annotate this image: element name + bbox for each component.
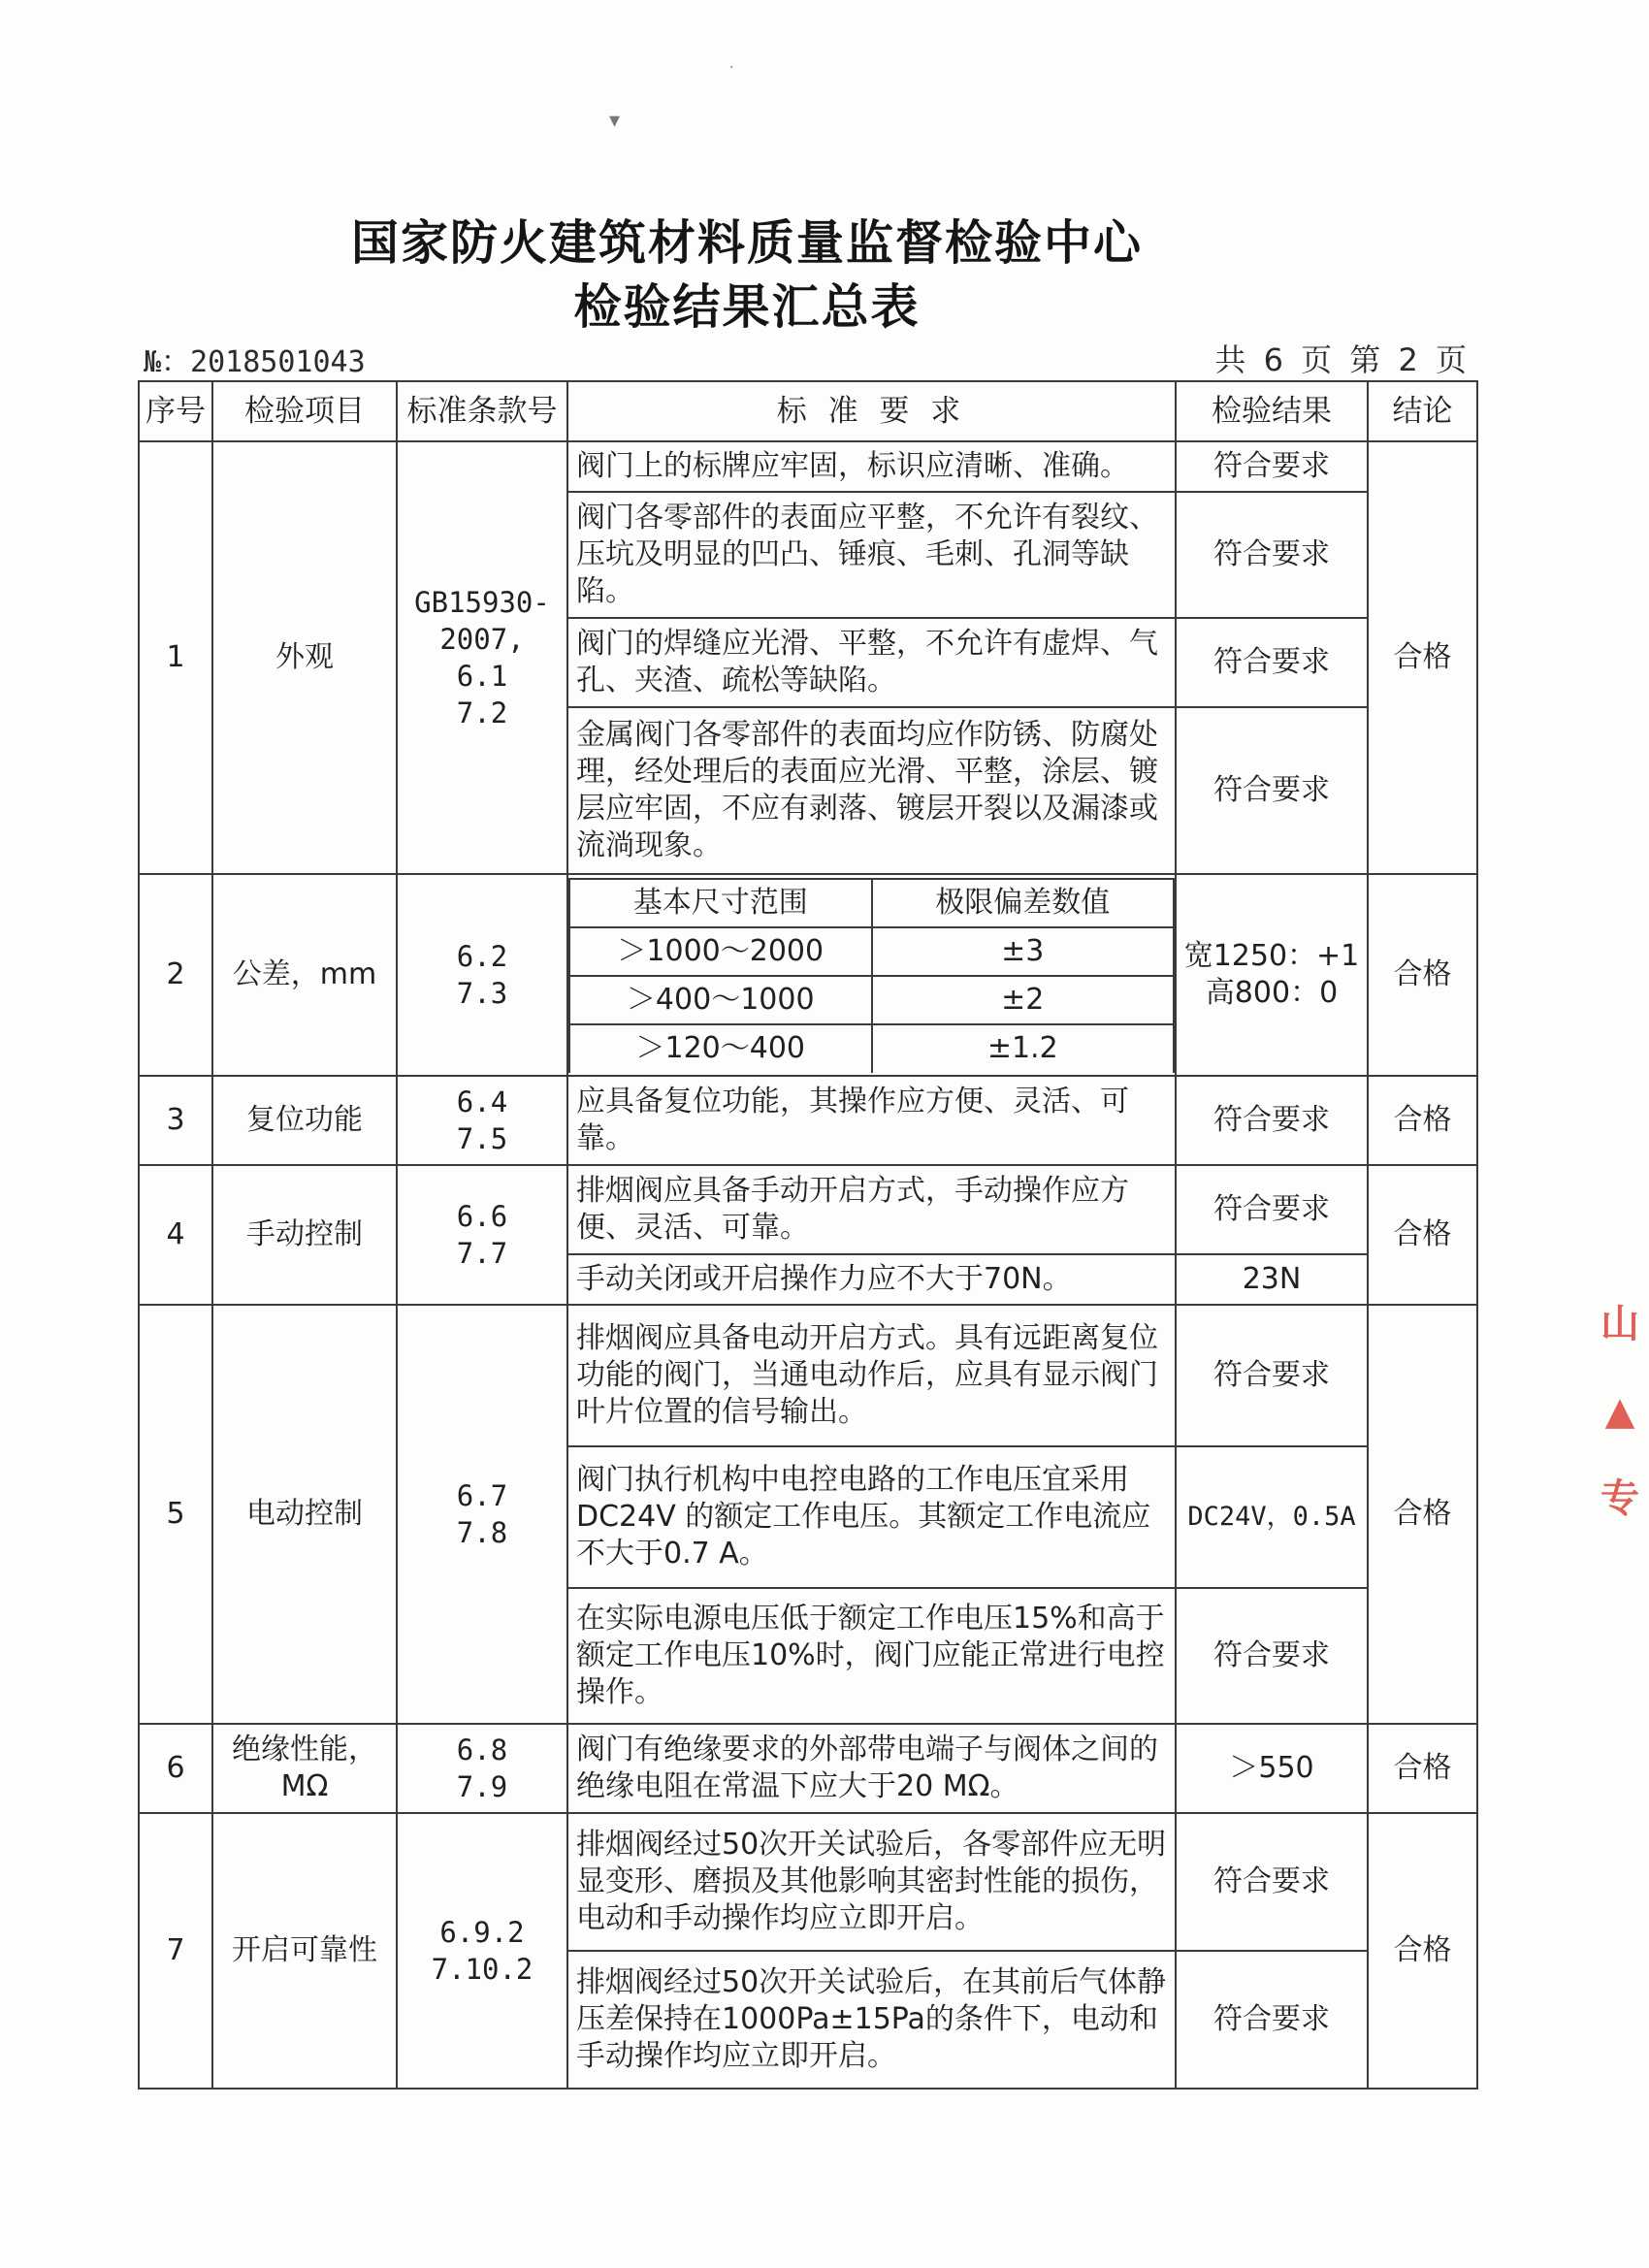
requirement-cell: 在实际电源电压低于额定工作电压15%和高于额定工作电压10%时，阀门应能正常进行电控操作。 (567, 1588, 1176, 1724)
conclusion-cell: 合格 (1368, 1076, 1477, 1165)
result-cell: 符合要求 (1176, 707, 1368, 874)
result-cell: 符合要求 (1176, 1076, 1368, 1165)
item-line: MΩ (280, 1769, 329, 1803)
col-clause: 标准条款号 (397, 381, 567, 441)
table-row (139, 1724, 1477, 1813)
clause-line: 6.7 (456, 1479, 508, 1512)
table-row (139, 1305, 1477, 1446)
sub-head-range: 基本尺寸范围 (569, 879, 872, 927)
tolerance-subtable (568, 878, 1175, 1073)
clause-line: 7.10.2 (431, 1953, 534, 1986)
seal-char: 山 (1600, 1302, 1639, 1346)
item-cell: 手动控制 (212, 1165, 397, 1305)
scan-speck-2: · (729, 60, 734, 76)
item-line: 绝缘性能， (232, 1733, 377, 1766)
requirement-cell: 阀门的焊缝应光滑、平整，不允许有虚焊、气孔、夹渣、疏松等缺陷。 (567, 618, 1176, 707)
sub-header-row (569, 879, 1174, 927)
requirement-cell: 应具备复位功能，其操作应方便、灵活、可靠。 (567, 1076, 1176, 1165)
conclusion-cell: 合格 (1368, 1724, 1477, 1813)
range-value: ＞1000～2000 (569, 927, 872, 976)
seq-cell: 5 (139, 1305, 212, 1724)
table-row (139, 874, 1477, 1076)
conclusion-cell: 合格 (1368, 441, 1477, 874)
seq-cell: 1 (139, 441, 212, 874)
result-cell: 符合要求 (1176, 618, 1368, 707)
requirement-cell: 金属阀门各零部件的表面均应作防锈、防腐处理，经处理后的表面应光滑、平整，涂层、镀层应牢固，不应有剥落、镀层开裂以及漏漆或流淌现象。 (567, 707, 1176, 874)
tolerance-subtable-cell (567, 874, 1176, 1076)
requirement-cell: 排烟阀经过50次开关试验后，各零部件应无明显变形、磨损及其他影响其密封性能的损伤，电动和手动操作均应立即开启。 (567, 1813, 1176, 1951)
clause-line: 6.8 (456, 1733, 508, 1766)
requirement-cell: 阀门有绝缘要求的外部带电端子与阀体之间的绝缘电阻在常温下应大于20 MΩ。 (567, 1724, 1176, 1813)
page-info: 共 6 页 第 2 页 (1214, 341, 1471, 378)
result-cell: 符合要求 (1176, 1588, 1368, 1724)
item-cell: 开启可靠性 (212, 1813, 397, 2089)
result-cell: 符合要求 (1176, 1165, 1368, 1254)
table-row (139, 1076, 1477, 1165)
conclusion-cell: 合格 (1368, 1165, 1477, 1305)
header-row (139, 381, 1477, 441)
col-requirement: 标 准 要 求 (567, 381, 1176, 441)
item-cell: 复位功能 (212, 1076, 397, 1165)
deviation-value: ±3 (872, 927, 1175, 976)
clause-cell (397, 1165, 567, 1305)
item-cell: 外观 (212, 441, 397, 874)
clause-line: 2007, (439, 623, 525, 656)
scan-speck: ▾ (609, 109, 621, 133)
table-row (139, 441, 1477, 492)
conclusion-cell: 合格 (1368, 1813, 1477, 2089)
sub-row (569, 1024, 1174, 1073)
result-cell (1176, 874, 1368, 1076)
result-line: 宽1250：+1 (1183, 939, 1360, 973)
clause-line: 7.7 (456, 1237, 508, 1270)
seal-mark: ▲ (1604, 1389, 1635, 1434)
table-row (139, 1813, 1477, 1951)
clause-cell (397, 874, 567, 1076)
requirement-cell: 排烟阀经过50次开关试验后，在其前后气体静压差保持在1000Pa±15Pa的条件下，电动和手动操作均应立即开启。 (567, 1951, 1176, 2089)
clause-line: GB15930- (414, 586, 550, 619)
seq-cell: 3 (139, 1076, 212, 1165)
item-cell: 公差，mm (212, 874, 397, 1076)
table-row (139, 1165, 1477, 1254)
requirement-cell: 阀门执行机构中电控电路的工作电压宜采用 DC24V 的额定工作电压。其额定工作电流应不大于0.7 A。 (567, 1446, 1176, 1588)
clause-cell (397, 441, 567, 874)
range-value: ＞120～400 (569, 1024, 872, 1073)
seq-cell: 2 (139, 874, 212, 1076)
col-result: 检验结果 (1176, 381, 1368, 441)
document-number: №：2018501043 (144, 345, 366, 379)
clause-cell (397, 1305, 567, 1724)
result-cell: 符合要求 (1176, 1305, 1368, 1446)
clause-cell (397, 1724, 567, 1813)
clause-line: 6.1 (456, 660, 508, 693)
range-value: ＞400～1000 (569, 976, 872, 1024)
result-cell: 符合要求 (1176, 1951, 1368, 2089)
seal-char: 专 (1600, 1476, 1639, 1521)
sub-row (569, 976, 1174, 1024)
seq-cell: 4 (139, 1165, 212, 1305)
result-cell: DC24V，0.5A (1176, 1446, 1368, 1588)
sub-row (569, 927, 1174, 976)
deviation-value: ±2 (872, 976, 1175, 1024)
result-cell: 符合要求 (1176, 1813, 1368, 1951)
requirement-cell: 阀门上的标牌应牢固，标识应清晰、准确。 (567, 441, 1176, 492)
col-seq: 序号 (139, 381, 212, 441)
clause-line: 7.8 (456, 1516, 508, 1549)
requirement-cell: 手动关闭或开启操作力应不大于70N。 (567, 1254, 1176, 1305)
clause-cell (397, 1813, 567, 2089)
requirement-cell: 排烟阀应具备电动开启方式。具有远距离复位功能的阀门，当通电动作后，应具有显示阀门叶片位置的信号输出。 (567, 1305, 1176, 1446)
col-conclusion: 结论 (1368, 381, 1477, 441)
clause-line: 7.3 (456, 977, 508, 1010)
item-cell (212, 1724, 397, 1813)
seq-cell: 7 (139, 1813, 212, 2089)
clause-line: 7.5 (456, 1122, 508, 1155)
item-cell: 电动控制 (212, 1305, 397, 1724)
org-title: 国家防火建筑材料质量监督检验中心 (350, 215, 1143, 271)
clause-cell (397, 1076, 567, 1165)
red-seal-fragment (1600, 1280, 1639, 1533)
clause-line: 6.6 (456, 1200, 508, 1233)
deviation-value: ±1.2 (872, 1024, 1175, 1073)
seq-cell: 6 (139, 1724, 212, 1813)
conclusion-cell: 合格 (1368, 874, 1477, 1076)
result-cell: 23N (1176, 1254, 1368, 1305)
result-line: 高800：0 (1205, 976, 1339, 1010)
result-cell: 符合要求 (1176, 441, 1368, 492)
table-title: 检验结果汇总表 (573, 279, 921, 335)
clause-line: 6.2 (456, 940, 508, 973)
clause-line: 6.9.2 (439, 1916, 525, 1949)
requirement-cell: 阀门各零部件的表面应平整，不允许有裂纹、压坑及明显的凹凸、锤痕、毛刺、孔洞等缺陷。 (567, 492, 1176, 618)
requirement-cell: 排烟阀应具备手动开启方式，手动操作应方便、灵活、可靠。 (567, 1165, 1176, 1254)
sub-head-deviation: 极限偏差数值 (872, 879, 1175, 927)
result-cell: 符合要求 (1176, 492, 1368, 618)
clause-line: 6.4 (456, 1085, 508, 1118)
col-item: 检验项目 (212, 381, 397, 441)
clause-line: 7.2 (456, 697, 508, 729)
result-cell: ＞550 (1176, 1724, 1368, 1813)
clause-line: 7.9 (456, 1770, 508, 1803)
results-table (138, 380, 1478, 2090)
conclusion-cell: 合格 (1368, 1305, 1477, 1724)
